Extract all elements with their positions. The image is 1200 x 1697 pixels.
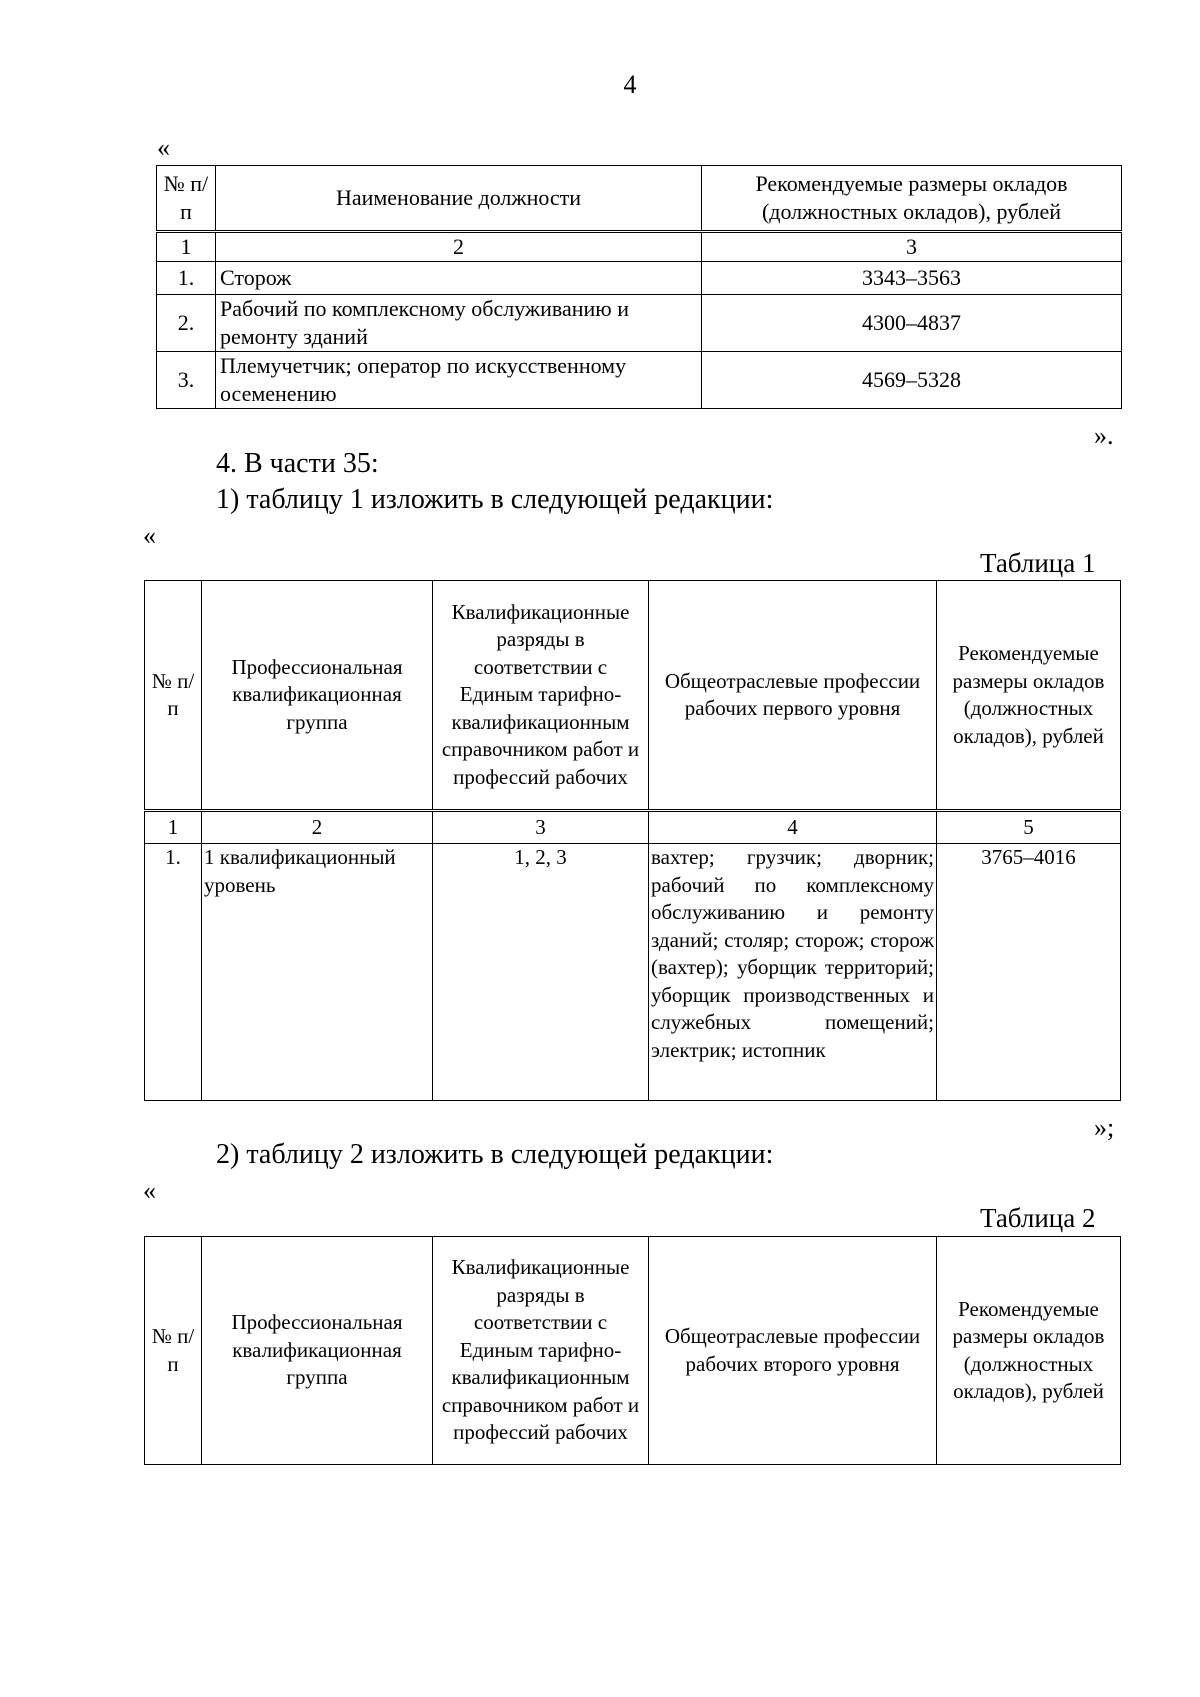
table-row (145, 844, 1121, 1101)
opening-quote-a: « (157, 133, 170, 162)
row-num: 3. (157, 352, 216, 409)
row-salary: 4569–5328 (702, 352, 1122, 409)
header-group: Профессиональная квалификационная группа (202, 1237, 433, 1465)
row-salary: 3343–3563 (702, 262, 1122, 295)
header-grades: Квалификационные разряды в соответствии с Единым тарифно-квалификационным справочником работ и профессий рабочих (433, 1237, 649, 1465)
closing-quote-1: »; (1094, 1113, 1115, 1142)
table-2 (144, 1236, 1121, 1465)
column-number: 2 (216, 232, 702, 262)
header-num: № п/п (157, 166, 216, 232)
column-number: 3 (702, 232, 1122, 262)
table-row (157, 295, 1122, 352)
table-header-row (145, 581, 1121, 811)
header-salary: Рекомендуемые размеры окладов (должностных окладов), рублей (937, 1237, 1121, 1465)
opening-quote-2: « (143, 1176, 156, 1205)
header-professions: Общеотраслевые профессии рабочих второго уровня (649, 1237, 937, 1465)
row-num: 1. (157, 262, 216, 295)
table-row (157, 352, 1122, 409)
table-1 (144, 580, 1121, 1101)
row-position-name: Племучетчик; оператор по искусственному осеменению (216, 352, 702, 409)
table-header-row (145, 1237, 1121, 1465)
row-position-name: Сторож (216, 262, 702, 295)
section-item-2: 2) таблицу 2 изложить в следующей редакции: (216, 1139, 774, 1170)
page-number: 4 (623, 70, 637, 99)
table-header-row (157, 166, 1122, 232)
opening-quote-1: « (143, 521, 156, 550)
row-salary: 3765–4016 (937, 844, 1121, 1101)
section-item-1: 1) таблицу 1 изложить в следующей редакции: (216, 484, 774, 515)
column-number: 3 (433, 811, 649, 844)
header-salary: Рекомендуемые размеры окладов (должностных окладов), рублей (702, 166, 1122, 232)
header-num: № п/п (145, 581, 202, 811)
table-1-caption: Таблица 1 (980, 548, 1096, 578)
header-professions: Общеотраслевые профессии рабочих первого уровня (649, 581, 937, 811)
row-group: 1 квалификационный уровень (202, 844, 433, 1101)
header-position-name: Наименование должности (216, 166, 702, 232)
header-num: № п/п (145, 1237, 202, 1465)
column-number: 2 (202, 811, 433, 844)
table-2-caption: Таблица 2 (980, 1203, 1096, 1233)
header-grades: Квалификационные разряды в соответствии с Единым тарифно-квалификационным справочником работ и профессий рабочих (433, 581, 649, 811)
row-position-name: Рабочий по комплексному обслуживанию и ремонту зданий (216, 295, 702, 352)
row-grades: 1, 2, 3 (433, 844, 649, 1101)
header-group: Профессиональная квалификационная группа (202, 581, 433, 811)
row-professions: вахтер; грузчик; дворник; рабочий по комплексному обслуживанию и ремонту зданий; столяр; сторож; сторож (вахтер); уборщик территорий; уборщик производственных и служебных помещений; электрик; истопник (649, 844, 937, 1101)
section-item-4: 4. В части 35: (216, 448, 379, 479)
column-number: 1 (145, 811, 202, 844)
column-numbers-row (145, 811, 1121, 844)
positions-salary-table (156, 165, 1122, 409)
header-salary: Рекомендуемые размеры окладов (должностных окладов), рублей (937, 581, 1121, 811)
column-number: 4 (649, 811, 937, 844)
row-num: 2. (157, 295, 216, 352)
column-number: 1 (157, 232, 216, 262)
closing-quote-a: ». (1094, 421, 1114, 450)
column-number: 5 (937, 811, 1121, 844)
row-salary: 4300–4837 (702, 295, 1122, 352)
table-row (157, 262, 1122, 295)
column-numbers-row (157, 232, 1122, 262)
row-num: 1. (145, 844, 202, 1101)
